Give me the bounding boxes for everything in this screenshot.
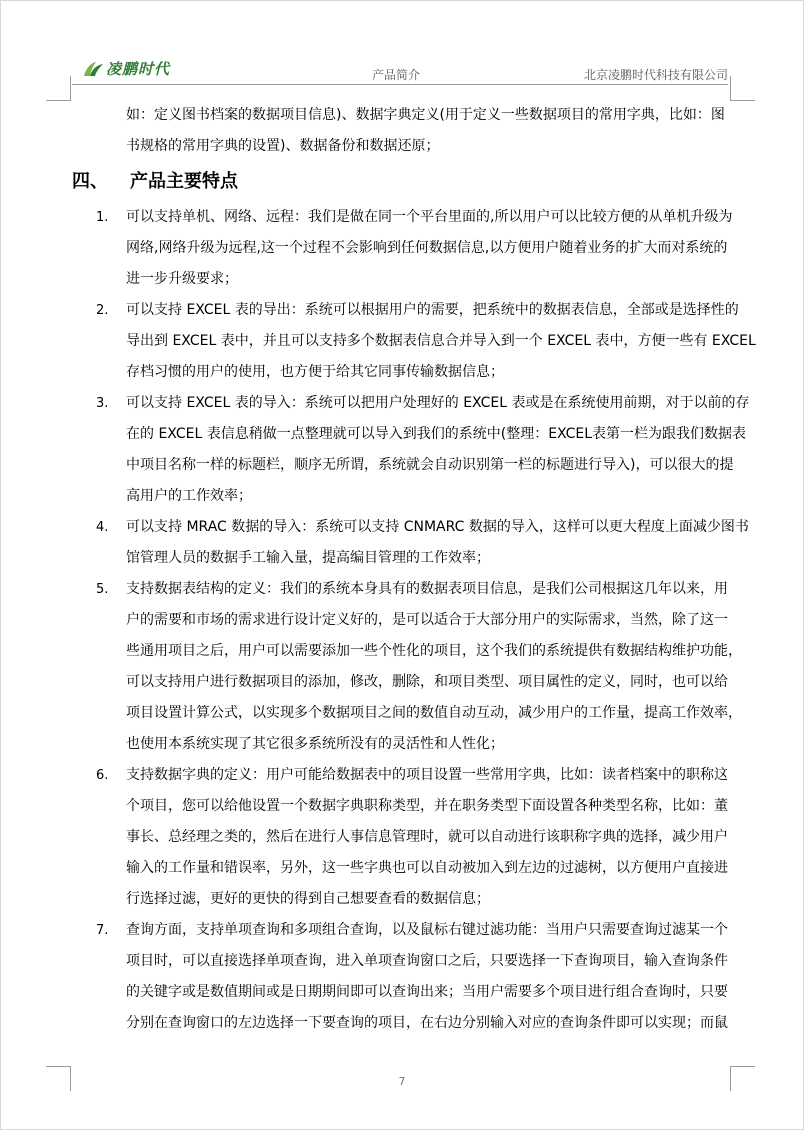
list-item-body <box>126 202 732 295</box>
list-item-number-text: 1. <box>96 210 109 225</box>
page-header <box>72 56 728 85</box>
section-number: 四、 <box>72 171 108 192</box>
list-item-number-text: 5. <box>96 582 109 597</box>
text-line: 项目设置计算公式，以实现多个数据项目之间的数值自动互动，减少用户的工作量，提高工作效率， <box>126 705 742 721</box>
list-item-number-text: 6. <box>96 768 109 783</box>
text-line: 支持数据表结构的定义：我们的系统本身具有的数据表项目信息，是我们公司根据这几年以来，用 <box>126 581 728 597</box>
text-line: 也使用本系统实现了其它很多系统所没有的灵活性和人性化； <box>126 736 504 752</box>
list-item-number <box>72 760 126 915</box>
text-line: 可以支持用户进行数据项目的添加，修改，删除，和项目类型、项目属性的定义，同时，也可以给 <box>126 674 728 690</box>
text-line: 网络,网络升级为远程,这一个过程不会影响到任何数据信息,以方便用户随着业务的扩大而对系统的 <box>126 240 728 256</box>
list-item-number <box>72 512 126 574</box>
text-line: 可以支持 MRAC 数据的导入：系统可以支持 CNMARC 数据的导入，这样可以更大程度上面减少图书 <box>126 519 749 535</box>
text-line: 分别在查询窗口的左边选择一下要查询的项目，在右边分别输入对应的查询条件即可以实现；而鼠 <box>126 1015 728 1031</box>
list-item-body <box>126 760 732 915</box>
text-line: 存档习惯的用户的使用，也方便于给其它同事传输数据信息； <box>126 364 504 380</box>
list-item-number-text: 2. <box>96 303 109 318</box>
intro-paragraph <box>72 100 732 162</box>
section-heading <box>72 162 732 202</box>
text-line: 个项目，您可以给他设置一个数据字典职称类型，并在职务类型下面设置各种类型名称，比如：董 <box>126 798 728 814</box>
header-title: 产品简介 <box>372 68 421 82</box>
text-line: 的关键字或是数值期间或是日期期间即可以查询出来；当用户需要多个项目进行组合查询时，只要 <box>126 984 728 1000</box>
list-item <box>72 574 742 760</box>
list-item-number-text: 7. <box>96 923 109 938</box>
text-line: 查询方面，支持单项查询和多项组合查询，以及鼠标右键过滤功能：当用户只需要查询过滤某一个 <box>126 922 728 938</box>
text-line: 些通用项目之后，用户可以需要添加一些个性化的项目，这个我们的系统提供有数据结构维护功能， <box>126 643 742 659</box>
text-line: 户的需要和市场的需求进行设计定义好的，是可以适合于大部分用户的实际需求，当然，除了这一 <box>126 612 728 628</box>
section-title: 产品主要特点 <box>130 171 238 192</box>
company-logo <box>82 58 170 79</box>
crop-mark-top-right <box>730 76 755 101</box>
document-body <box>72 100 756 1039</box>
text-line: 如：定义图书档案的数据项目信息)、数据字典定义(用于定义一些数据项目的常用字典，比如：图 <box>126 107 725 123</box>
list-item-number <box>72 915 126 1039</box>
list-item-number <box>72 202 126 295</box>
text-line: 馆管理人员的数据手工输入量，提高编目管理的工作效率； <box>126 550 490 566</box>
list-item-body <box>126 512 749 574</box>
text-line: 高用户的工作效率； <box>126 488 252 504</box>
header-company: 北京凌鹏时代科技有限公司 <box>583 68 728 82</box>
crop-mark-top-left <box>46 76 71 101</box>
list-item <box>72 295 756 388</box>
list-item <box>72 512 749 574</box>
logo-text: 凌鹏时代 <box>106 60 171 78</box>
list-item <box>72 202 732 295</box>
list-item-body <box>126 388 750 512</box>
page-number: 7 <box>398 1075 406 1088</box>
text-line: 可以支持单机、网络、远程：我们是做在同一个平台里面的,所以用户可以比较方便的从单机升级为 <box>126 209 733 225</box>
text-line: 事长、总经理之类的，然后在进行人事信息管理时，就可以自动进行该职称字典的选择，减少用户 <box>126 829 728 845</box>
list-item <box>72 388 750 512</box>
list-item-body <box>126 915 732 1039</box>
text-line: 中项目名称一样的标题栏，顺序无所谓，系统就会自动识别第一栏的标题进行导入)，可以很大的提 <box>126 457 734 473</box>
list-item-body <box>126 574 742 760</box>
text-line: 支持数据字典的定义：用户可能给数据表中的项目设置一些常用字典，比如：读者档案中的职称这 <box>126 767 728 783</box>
text-line: 导出到 EXCEL 表中，并且可以支持多个数据表信息合并导入到一个 EXCEL 表中，方便一些有 EXCEL <box>126 333 756 349</box>
text-line: 进一步升级要求； <box>126 271 238 287</box>
list-item-number <box>72 388 126 512</box>
list-item <box>72 760 732 915</box>
text-line: 输入的工作量和错误率，另外，这一些字典也可以自动被加入到左边的过滤树，以方便用户直接进 <box>126 860 728 876</box>
list-item-number-text: 4. <box>96 520 109 535</box>
list-item <box>72 915 732 1039</box>
list-item-number <box>72 295 126 388</box>
list-item-number-text: 3. <box>96 396 109 411</box>
text-line: 书规格的常用字典的设置)、数据备份和数据还原； <box>126 138 440 154</box>
text-line: 行选择过滤，更好的更快的得到自己想要查看的数据信息； <box>126 891 490 907</box>
text-line: 在的 EXCEL 表信息稍做一点整理就可以导入到我们的系统中(整理：EXCEL表第一栏为跟我们数据表 <box>126 426 747 442</box>
text-line: 可以支持 EXCEL 表的导入：系统可以把用户处理好的 EXCEL 表或是在系统使用前期，对于以前的存 <box>126 395 750 411</box>
text-line: 项目时，可以直接选择单项查询，进入单项查询窗口之后，只要选择一下查询项目，输入查询条件 <box>126 953 728 969</box>
feature-list <box>72 202 756 1039</box>
leaf-logo-icon <box>82 60 104 78</box>
list-item-body <box>126 295 756 388</box>
list-item-number <box>72 574 126 760</box>
text-line: 可以支持 EXCEL 表的导出：系统可以根据用户的需要，把系统中的数据表信息，全部或是选择性的 <box>126 302 739 318</box>
